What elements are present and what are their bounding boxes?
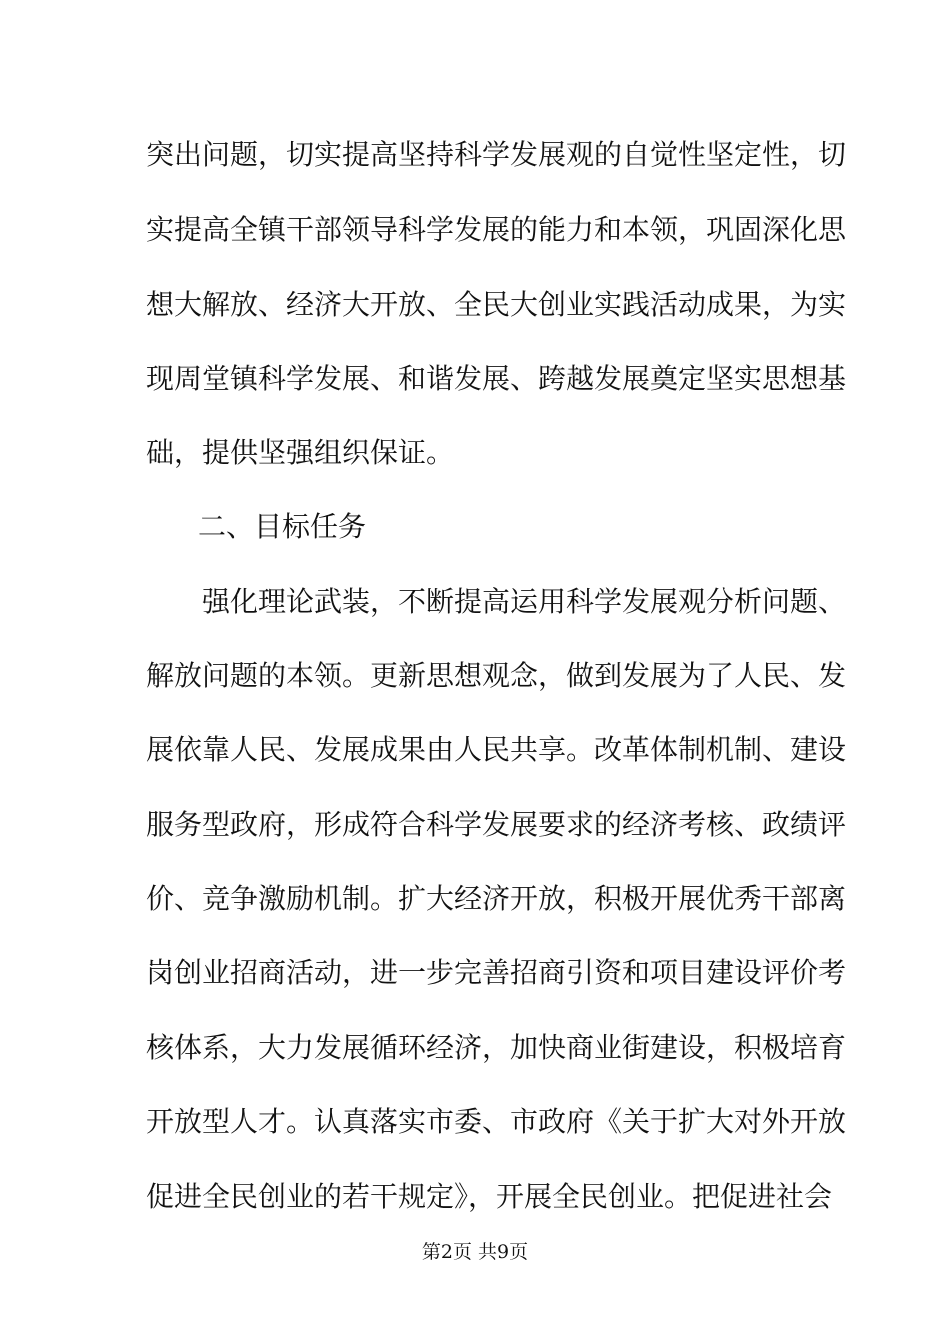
body-line-2: 实提高全镇干部领导科学发展的能力和本领，巩固深化思: [146, 213, 847, 246]
body-line-5: 础，提供坚强组织保证。: [146, 436, 455, 469]
body-line-14: 开放型人才。认真落实市委、市政府《关于扩大对外开放: [146, 1105, 847, 1138]
body-line-15: 促进全民创业的若干规定》，开展全民创业。把促进社会: [146, 1180, 833, 1213]
body-line-8: 解放问题的本领。更新思想观念，做到发展为了人民、发: [146, 659, 847, 692]
body-line-13: 核体系，大力发展循环经济，加快商业街建设，积极培育: [146, 1031, 847, 1064]
body-line-12: 岗创业招商活动，进一步完善招商引资和项目建设评价考: [146, 956, 847, 989]
body-line-1: 突出问题，切实提高坚持科学发展观的自觉性坚定性，切: [146, 138, 847, 171]
page-number-footer: 第2页 共9页: [421, 1241, 529, 1263]
body-line-3: 想大解放、经济大开放、全民大创业实践活动成果，为实: [146, 288, 847, 321]
section-heading: 二、目标任务: [198, 510, 367, 543]
body-line-11: 价、竞争激励机制。扩大经济开放，积极开展优秀干部离: [146, 882, 847, 915]
body-line-7: 强化理论武装，不断提高运用科学发展观分析问题、: [202, 585, 847, 618]
body-line-9: 展依靠人民、发展成果由人民共享。改革体制机制、建设: [146, 733, 847, 766]
body-line-4: 现周堂镇科学发展、和谐发展、跨越发展奠定坚实思想基: [146, 362, 847, 395]
body-line-10: 服务型政府，形成符合科学发展要求的经济考核、政绩评: [146, 808, 847, 841]
